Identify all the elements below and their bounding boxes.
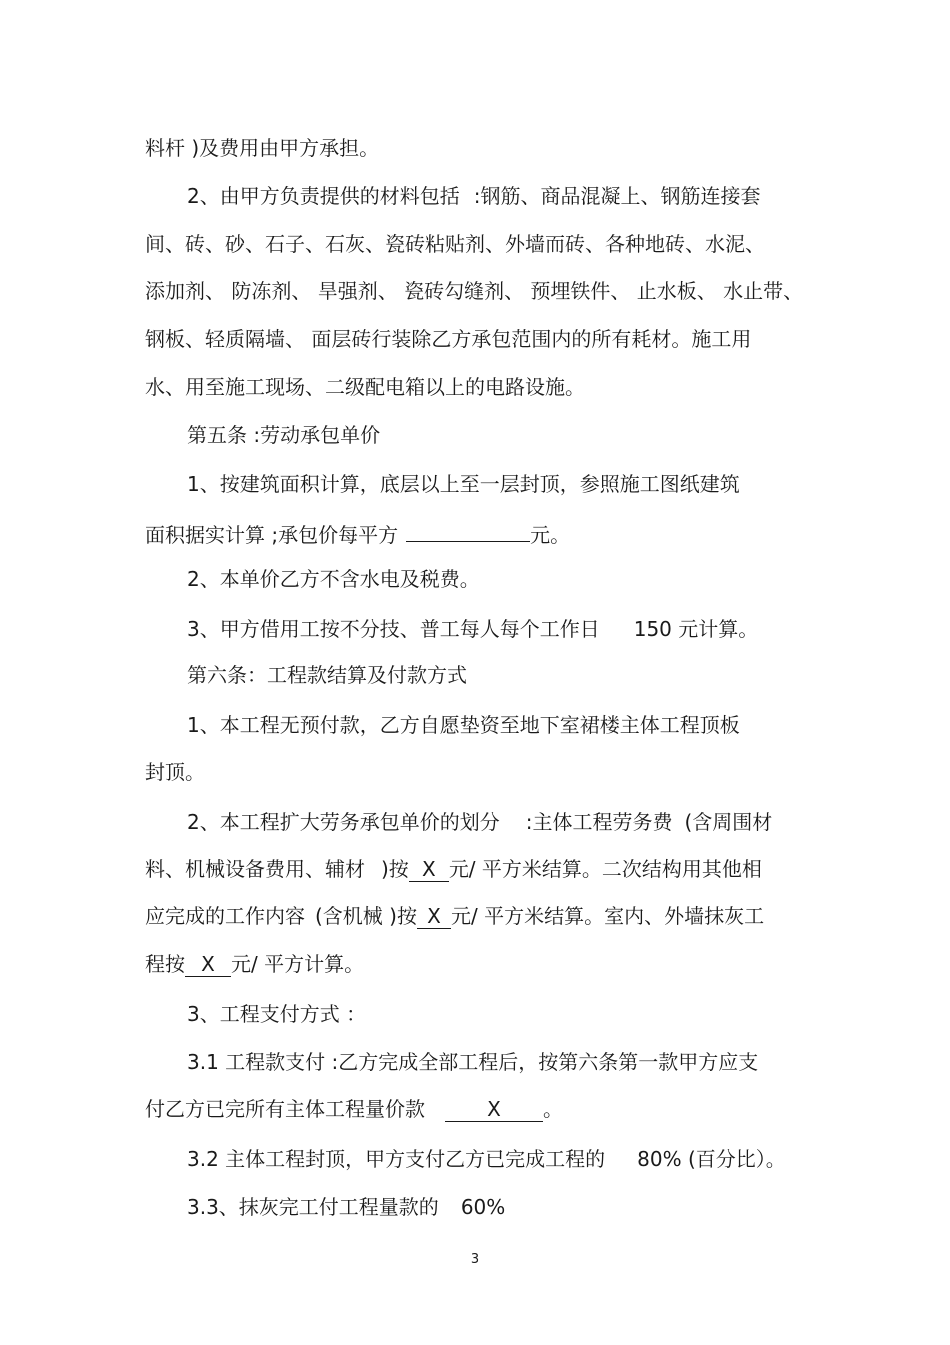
blank-underline: X <box>417 904 451 929</box>
blank-underline: X <box>409 857 449 882</box>
page-number: 3 <box>470 1252 480 1267</box>
text-line: 面积据实计算 ;承包价每平方 元。 <box>145 517 570 545</box>
section-heading: 第六条：工程款结算及付款方式 <box>187 663 467 687</box>
text-line: 添加剂、 防冻剂、 旱强剂、 瓷砖勾缝剂、 预埋铁件、 止水板、 水止带、 <box>145 279 804 303</box>
text-line: 3.1 工程款支付 :乙方完成全部工程后，按第六条第一款甲方应支 <box>187 1050 759 1074</box>
text-line: 应完成的工作内容 (含机械 )按 X 元/ 平方米结算。室内、外墙抹灰工 <box>145 904 765 928</box>
text-line: 3.3、抹灰完工付工程量款的 60% <box>187 1195 506 1219</box>
text-line: 程按 X 元/ 平方计算。 <box>145 952 365 976</box>
blank-underline <box>406 517 530 542</box>
blank-underline: X <box>445 1097 543 1122</box>
text-line: 间、砖、砂、石子、石灰、瓷砖粘贴剂、外墙而砖、各种地砖、水泥、 <box>145 232 765 256</box>
text-line: 3.2 主体工程封顶，甲方支付乙方已完成工程的 80% (百分比）。 <box>187 1147 786 1171</box>
text-line: 1、本工程无预付款，乙方自愿垫资至地下室裙楼主体工程顶板 <box>187 713 740 737</box>
blank-underline: X <box>185 952 231 977</box>
text-line: 钢板、轻质隔墙、 面层砖行装除乙方承包范围内的所有耗材。施工用 <box>145 327 752 351</box>
text-line: 付乙方已完所有主体工程量价款 X 。 <box>145 1097 563 1121</box>
text-line: 1、按建筑面积计算，底层以上至一层封顶，参照施工图纸建筑 <box>187 472 740 496</box>
text-line: 水、用至施工现场、二级配电箱以上的电路设施。 <box>145 375 585 399</box>
text-line: 3、甲方借用工按不分技、普工每人每个工作日 150 元计算。 <box>187 617 759 641</box>
text-line: 2、本单价乙方不含水电及税费。 <box>187 567 480 591</box>
text-line: 2、本工程扩大劳务承包单价的划分 :主体工程劳务费 (含周围材 <box>187 810 773 834</box>
text-line: 3、工程支付方式 ： <box>187 1002 367 1026</box>
text-line: 料杆 )及费用由甲方承担。 <box>145 136 380 160</box>
text-line: 料、机械设备费用、辅材 )按 X 元/ 平方米结算。二次结构用其他相 <box>145 857 762 881</box>
text-line: 2、由甲方负责提供的材料包括 :钢筋、商品混凝上、钢筋连接套 <box>187 184 761 208</box>
text-line: 封顶。 <box>145 760 205 784</box>
section-heading: 第五条 :劳动承包单价 <box>187 423 381 447</box>
